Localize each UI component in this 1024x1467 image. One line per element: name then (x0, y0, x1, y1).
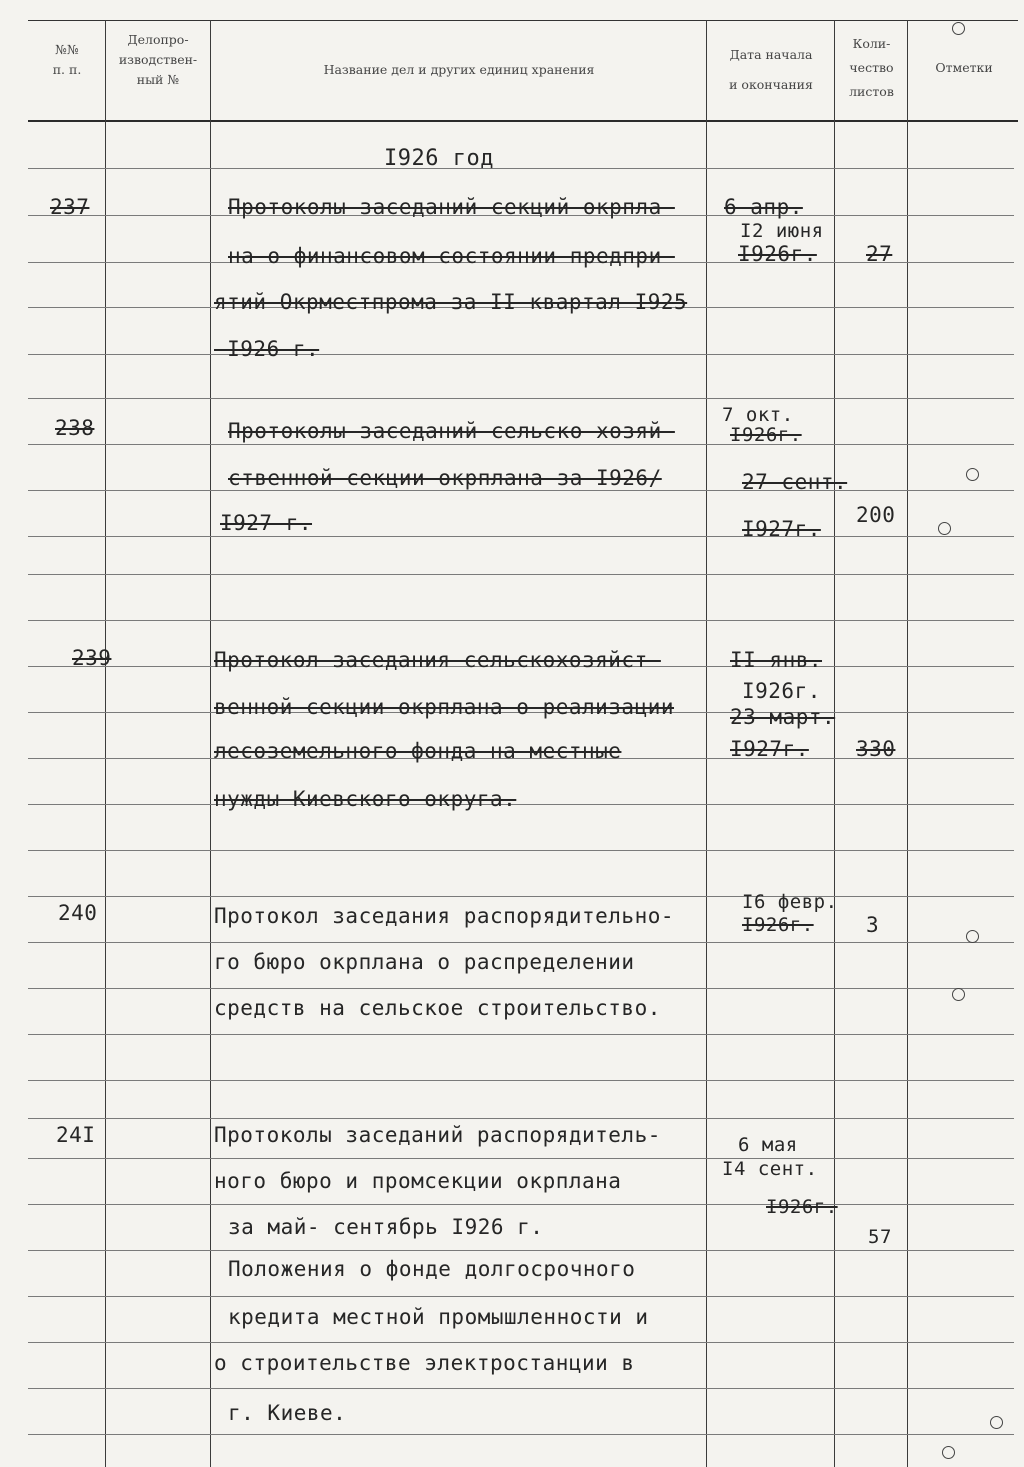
entry-date: I926г. (738, 242, 817, 266)
entry-number: 239 (72, 646, 112, 670)
entry-date: I2 июня (740, 220, 824, 242)
entry-sheet-count: 330 (856, 737, 896, 761)
entry-title-line: -I926 г. (214, 337, 320, 361)
entry-title-line: лесоземельного фонда на местные (214, 739, 622, 763)
entry-date: I4 сент. (722, 1158, 818, 1180)
entry-title-line: о строительстве электростанции в (214, 1351, 635, 1375)
entry-sheet-count: 200 (856, 503, 896, 527)
year-heading: I926 год (384, 146, 494, 171)
header-sheet-count: Коли- чество листов (849, 36, 894, 99)
entry-title-line: средств на сельское строительство. (214, 996, 661, 1020)
entry-title-line: Протоколы заседаний секций окрпла- (228, 195, 675, 219)
entry-date: I926г. (742, 679, 821, 703)
entry-date: II янв. (730, 648, 823, 672)
entry-title-line: Протоколы заседаний распорядитель- (214, 1123, 661, 1147)
entry-date: 6 апр. (724, 195, 803, 219)
entry-date: I926г. (730, 424, 802, 446)
entry-date: I926г. (766, 1196, 838, 1218)
entry-title-line: г. Киеве. (228, 1401, 347, 1425)
header-office-number: Делопро- изводствен- ный № (118, 32, 198, 87)
entry-sheet-count: 3 (866, 913, 880, 937)
entry-number: 238 (55, 416, 95, 440)
header-number: №№ п. п. (52, 42, 82, 77)
entry-title-line: ного бюро и промсекции окрплана (214, 1169, 622, 1193)
entry-title-line: кредита местной промышленности и (228, 1305, 649, 1329)
header-notes: Отметки (935, 60, 993, 75)
header-title: Название дел и других единиц хранения (323, 62, 595, 77)
entry-sheet-count: 57 (868, 1226, 892, 1248)
table-top-border (28, 20, 1018, 21)
entry-title-line: ственной секции окрплана за I926/ (228, 466, 662, 490)
punch-hole-mark (952, 22, 965, 35)
entry-date: I927г. (730, 737, 809, 761)
entry-title-line: го бюро окрплана о распределении (214, 950, 635, 974)
entry-sheet-count: 27 (866, 242, 893, 266)
entry-title-line: Положения о фонде долгосрочного (228, 1257, 636, 1281)
entry-title-line: Протокол заседания сельскохозяйст- (214, 648, 661, 672)
entry-title-line: венной секции окрплана о реализации (214, 695, 675, 719)
entry-number: 240 (58, 901, 98, 925)
entry-date: 7 окт. (722, 404, 794, 426)
entry-date: 23 март. (730, 705, 836, 729)
entry-title-line: Протоколы заседаний сельско-хозяй- (228, 419, 675, 443)
entry-date: 27 сент. (742, 470, 848, 494)
header-bottom-border (28, 120, 1018, 122)
entry-date: I926г. (742, 914, 814, 936)
punch-hole-mark (990, 1416, 1003, 1429)
entry-title-line: за май- сентябрь I926 г. (228, 1215, 544, 1239)
punch-hole-mark (942, 1446, 955, 1459)
entry-date: I6 февр. (742, 891, 838, 913)
entry-title-line: ятий Окрместпрома за II квартал I925 (214, 290, 688, 314)
header-dates: Дата начала и окончания (729, 47, 813, 92)
entry-title-line: I927 г. (220, 511, 313, 535)
punch-hole-mark (966, 468, 979, 481)
entry-number: 24I (56, 1123, 96, 1147)
entry-title-line: нужды Киевского округа. (214, 787, 517, 811)
punch-hole-mark (938, 522, 951, 535)
entry-date: I927г. (742, 517, 821, 541)
entry-number: 237 (50, 195, 90, 219)
entry-date: 6 мая (738, 1134, 798, 1156)
punch-hole-mark (966, 930, 979, 943)
entry-title-line: на о финансовом состоянии предпри- (228, 244, 675, 268)
entry-title-line: Протокол заседания распорядительно- (214, 904, 675, 928)
punch-hole-mark (952, 988, 965, 1001)
